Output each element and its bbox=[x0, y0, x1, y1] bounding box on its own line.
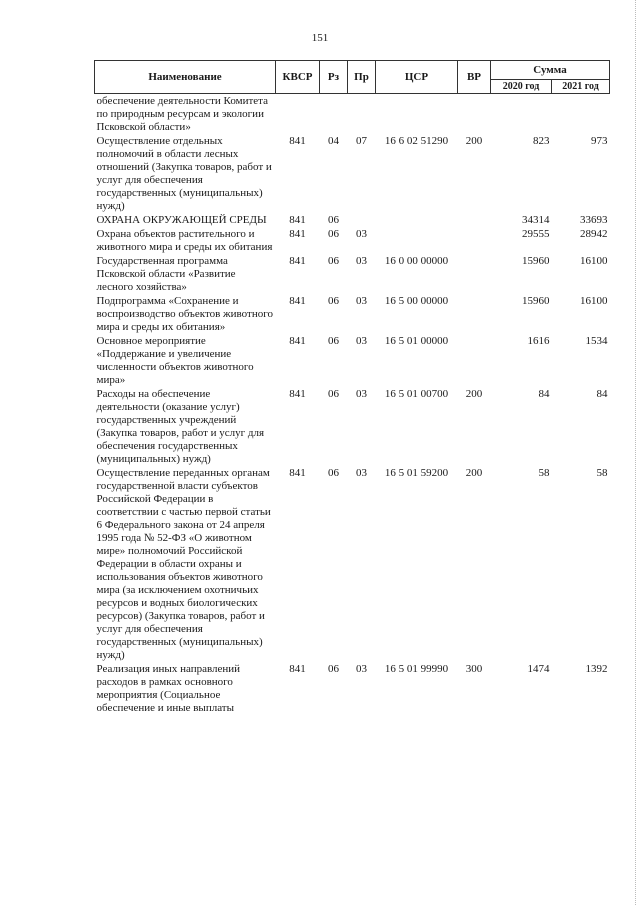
row-kvsr: 841 bbox=[289, 214, 306, 226]
page-edge-divider bbox=[634, 0, 636, 905]
row-sum-2021: 33693 bbox=[580, 214, 608, 226]
row-kvsr: 841 bbox=[289, 335, 306, 347]
row-csr: 16 5 01 99990 bbox=[384, 663, 449, 675]
header-vr: ВР bbox=[458, 61, 491, 94]
row-sum-2020 bbox=[491, 94, 552, 135]
header-csr: ЦСР bbox=[376, 61, 458, 94]
table-header bbox=[95, 61, 610, 94]
row-rz: 06 bbox=[328, 467, 339, 479]
row-vr bbox=[458, 213, 491, 227]
table-row bbox=[95, 254, 610, 294]
row-csr: 16 6 02 51290 bbox=[384, 135, 449, 147]
header-sum: Сумма bbox=[491, 61, 610, 80]
row-name: Подпрограмма «Сохранение и воспроизводство объектов животного мира и среды их обитания» bbox=[96, 295, 273, 333]
header-kvsr: КВСР bbox=[276, 61, 320, 94]
row-csr bbox=[376, 94, 458, 135]
row-vr bbox=[458, 227, 491, 254]
row-rz: 06 bbox=[328, 214, 339, 226]
row-csr: 16 0 00 00000 bbox=[384, 255, 449, 267]
row-name: Основное мероприятие «Поддержание и увеличение численности объектов животного мира» bbox=[96, 335, 254, 386]
row-sum-2020: 15960 bbox=[522, 295, 550, 307]
table-body bbox=[95, 94, 610, 716]
table-row bbox=[95, 662, 610, 715]
row-csr bbox=[376, 213, 458, 227]
row-rz: 04 bbox=[328, 135, 339, 147]
row-name: Государственная программа Псковской области «Развитие лесного хозяйства» bbox=[96, 255, 236, 293]
row-sum-2020: 1474 bbox=[527, 663, 550, 675]
row-sum-2020: 1616 bbox=[527, 335, 550, 347]
row-kvsr: 841 bbox=[289, 255, 306, 267]
row-pr: 03 bbox=[356, 663, 367, 675]
table-row bbox=[95, 294, 610, 334]
budget-table bbox=[94, 60, 610, 715]
row-name: ОХРАНА ОКРУЖАЮЩЕЙ СРЕДЫ bbox=[96, 214, 267, 226]
row-name: Осуществление отдельных полномочий в области лесных отношений (Закупка товаров, работ и услуг для обеспечения государственных (муниципальных) нужд) bbox=[96, 135, 272, 212]
table-row bbox=[95, 134, 610, 213]
header-rz: Рз bbox=[320, 61, 348, 94]
row-vr bbox=[458, 254, 491, 294]
row-rz: 06 bbox=[328, 295, 339, 307]
row-kvsr: 841 bbox=[289, 135, 306, 147]
row-pr: 03 bbox=[356, 335, 367, 347]
row-kvsr: 841 bbox=[289, 295, 306, 307]
row-rz: 06 bbox=[328, 335, 339, 347]
row-pr: 03 bbox=[356, 467, 367, 479]
row-sum-2021: 973 bbox=[591, 135, 608, 147]
page-number: 151 bbox=[311, 32, 329, 44]
row-vr bbox=[458, 334, 491, 387]
table-row bbox=[95, 387, 610, 466]
row-sum-2020: 34314 bbox=[522, 214, 550, 226]
row-pr: 03 bbox=[356, 295, 367, 307]
row-csr: 16 5 01 59200 bbox=[384, 467, 449, 479]
header-pr: Пр bbox=[348, 61, 376, 94]
row-kvsr: 841 bbox=[289, 663, 306, 675]
row-rz: 06 bbox=[328, 228, 339, 240]
row-rz: 06 bbox=[328, 388, 339, 400]
row-sum-2021 bbox=[552, 94, 610, 135]
row-sum-2021: 28942 bbox=[580, 228, 608, 240]
row-sum-2020: 823 bbox=[533, 135, 550, 147]
row-csr bbox=[376, 227, 458, 254]
row-csr: 16 5 00 00000 bbox=[384, 295, 449, 307]
row-kvsr: 841 bbox=[289, 388, 306, 400]
table-row bbox=[95, 227, 610, 254]
row-sum-2021: 1392 bbox=[585, 663, 608, 675]
row-pr: 03 bbox=[356, 255, 367, 267]
row-kvsr: 841 bbox=[289, 228, 306, 240]
table-row bbox=[95, 334, 610, 387]
header-year-2021: 2021 год bbox=[552, 80, 610, 94]
row-name: Охрана объектов растительного и животного мира и среды их обитания bbox=[96, 228, 273, 253]
row-vr: 300 bbox=[465, 663, 483, 675]
row-sum-2021: 1534 bbox=[585, 335, 608, 347]
row-pr bbox=[348, 94, 376, 135]
row-sum-2021: 58 bbox=[596, 467, 608, 479]
row-pr bbox=[348, 213, 376, 227]
row-vr: 200 bbox=[465, 467, 483, 479]
row-sum-2020: 58 bbox=[538, 467, 550, 479]
row-vr: 200 bbox=[465, 388, 483, 400]
row-name: Реализация иных направлений расходов в рамках основного мероприятия (Социальное обеспечение и иные выплаты bbox=[96, 663, 241, 714]
row-name: обеспечение деятельности Комитета по природным ресурсам и экологии Псковской области» bbox=[96, 95, 268, 133]
row-name: Осуществление переданных органам государственной власти субъектов Российской Федерации в соответствии с частью первой статьи 6 Федерального закона от 24 апреля 1995 года № 52-ФЗ «О животном мире» полномочий Российской Федерации в области охраны и использования объектов животного мира (за исключением охотничьих ресурсов и водных биологических ресурсов) (Закупка товаров, работ и услуг для обеспечения государственных (муниципальных) нужд) bbox=[96, 467, 271, 661]
row-kvsr bbox=[276, 94, 320, 135]
row-sum-2020: 84 bbox=[538, 388, 550, 400]
row-sum-2021: 84 bbox=[596, 388, 608, 400]
row-rz: 06 bbox=[328, 663, 339, 675]
table-row bbox=[95, 213, 610, 227]
row-sum-2021: 16100 bbox=[580, 295, 608, 307]
row-name: Расходы на обеспечение деятельности (оказание услуг) государственных учреждений (Закупка товаров, работ и услуг для обеспечения государственных (муниципальных) нужд) bbox=[96, 388, 265, 465]
row-sum-2020: 29555 bbox=[522, 228, 550, 240]
row-pr: 03 bbox=[356, 388, 367, 400]
row-pr: 03 bbox=[356, 228, 367, 240]
row-vr: 200 bbox=[465, 135, 483, 147]
row-vr bbox=[458, 294, 491, 334]
row-sum-2020: 15960 bbox=[522, 255, 550, 267]
row-sum-2021: 16100 bbox=[580, 255, 608, 267]
table-row bbox=[95, 94, 610, 135]
row-csr: 16 5 01 00700 bbox=[384, 388, 449, 400]
row-pr: 07 bbox=[356, 135, 367, 147]
row-csr: 16 5 01 00000 bbox=[384, 335, 449, 347]
header-name: Наименование bbox=[95, 61, 276, 94]
row-rz bbox=[320, 94, 348, 135]
row-rz: 06 bbox=[328, 255, 339, 267]
row-vr bbox=[458, 94, 491, 135]
table-row bbox=[95, 466, 610, 662]
row-kvsr: 841 bbox=[289, 467, 306, 479]
header-year-2020: 2020 год bbox=[491, 80, 552, 94]
